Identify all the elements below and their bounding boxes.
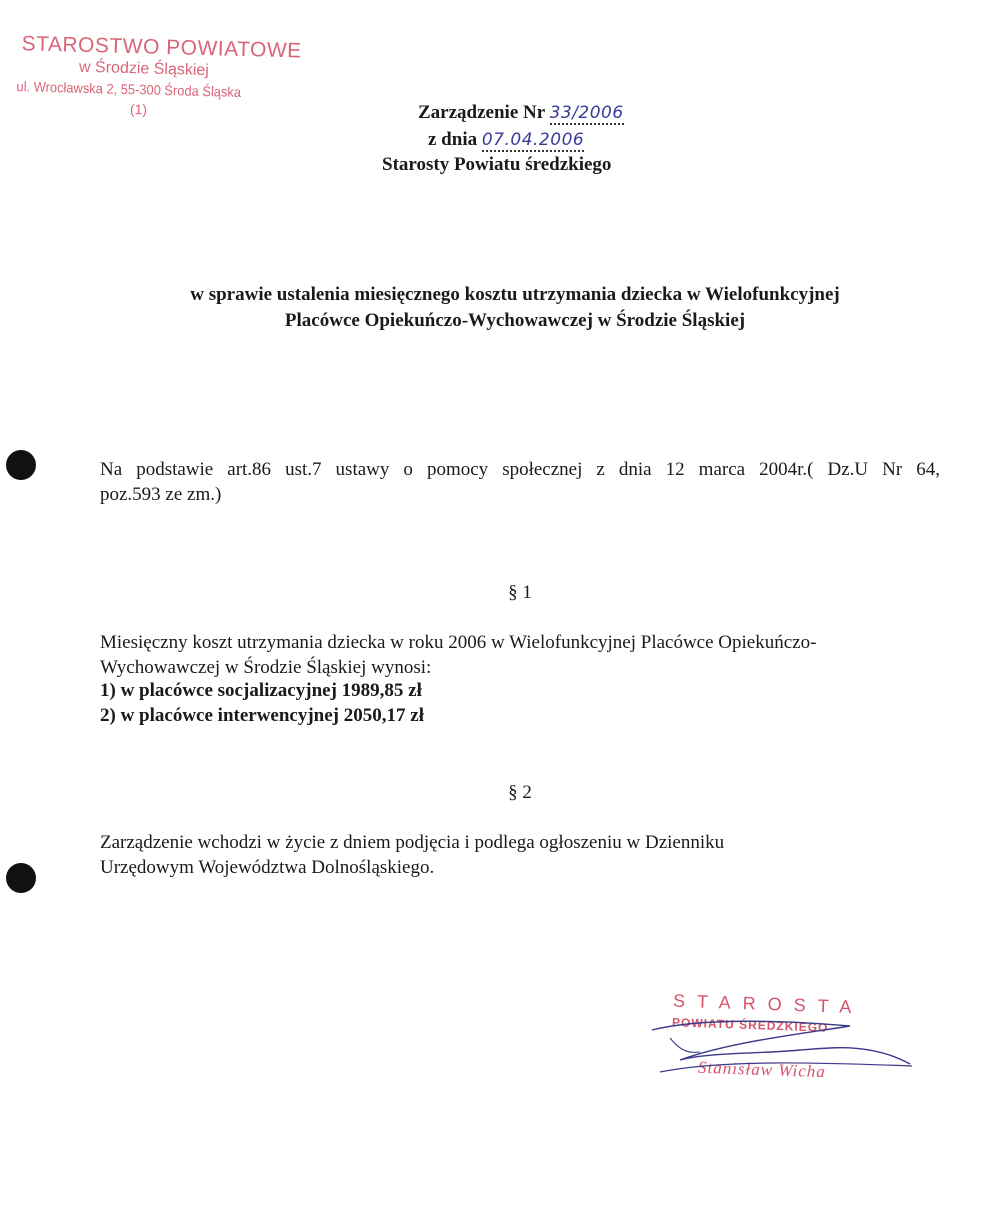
section-1-line-1: Miesięczny koszt utrzymania dziecka w roku 2006 w Wielofunkcyjnej Placówce Opiekuńczo- [100,632,817,653]
stamp-line-office: STAROSTWO POWIATOWE [21,32,303,63]
punch-hole [6,863,36,893]
stamp-line-town: w Środzie Śląskiej [78,58,210,80]
stamp-line-number: (1) [129,101,148,118]
office-stamp [12,30,303,132]
subject-line-2: Placówce Opiekuńczo-Wychowawczej w Środzie Śląskiej [284,310,746,331]
stamp-starosta-county: POWIATU ŚREDZKIEGO [671,1015,829,1035]
ordinance-number-handwritten: 33/2006 [549,103,624,123]
ordinance-title [418,102,624,124]
ordinance-date [428,129,584,151]
ordinance-title-prefix: Zarządzenie Nr [418,102,545,123]
section-2-line-2: Urzędowym Województwa Dolnośląskiego. [100,857,435,878]
section-1-heading: § 1 [508,582,532,603]
ordinance-date-prefix: z dnia [428,129,478,150]
stamp-starosta-title: STAROSTA [672,990,864,1018]
subject-line-1: w sprawie ustalenia miesięcznego kosztu utrzymania dziecka w Wielofunkcyjnej [190,284,840,305]
ordinance-date-handwritten: 07.04.2006 [481,130,585,150]
ordinance-issuer: Starosty Powiatu średzkiego [382,154,612,175]
stamp-line-address: ul. Wrocławska 2, 55-300 Środa Śląska [16,78,242,100]
section-2-line-1: Zarządzenie wchodzi w życie z dniem podjęcia i podlega ogłoszeniu w Dzienniku [100,832,725,853]
starosta-stamp [640,990,940,1100]
preamble-line-2: poz.593 ze zm.) [100,484,222,505]
section-1-line-2: Wychowawczej w Środzie Śląskiej wynosi: [100,657,432,678]
handwritten-signature [640,990,940,1100]
cost-item-socialization: 1) w placówce socjalizacyjnej 1989,85 zł [100,680,422,701]
punch-hole [6,450,36,480]
stamp-starosta-name: Stanisław Wicha [697,1057,827,1082]
preamble-line-1: Na podstawie art.86 ust.7 ustawy o pomocy społecznej z dnia 12 marca 2004r.( Dz.U Nr 64, [100,459,940,480]
section-2-heading: § 2 [508,782,532,803]
cost-item-intervention: 2) w placówce interwencyjnej 2050,17 zł [100,705,424,726]
